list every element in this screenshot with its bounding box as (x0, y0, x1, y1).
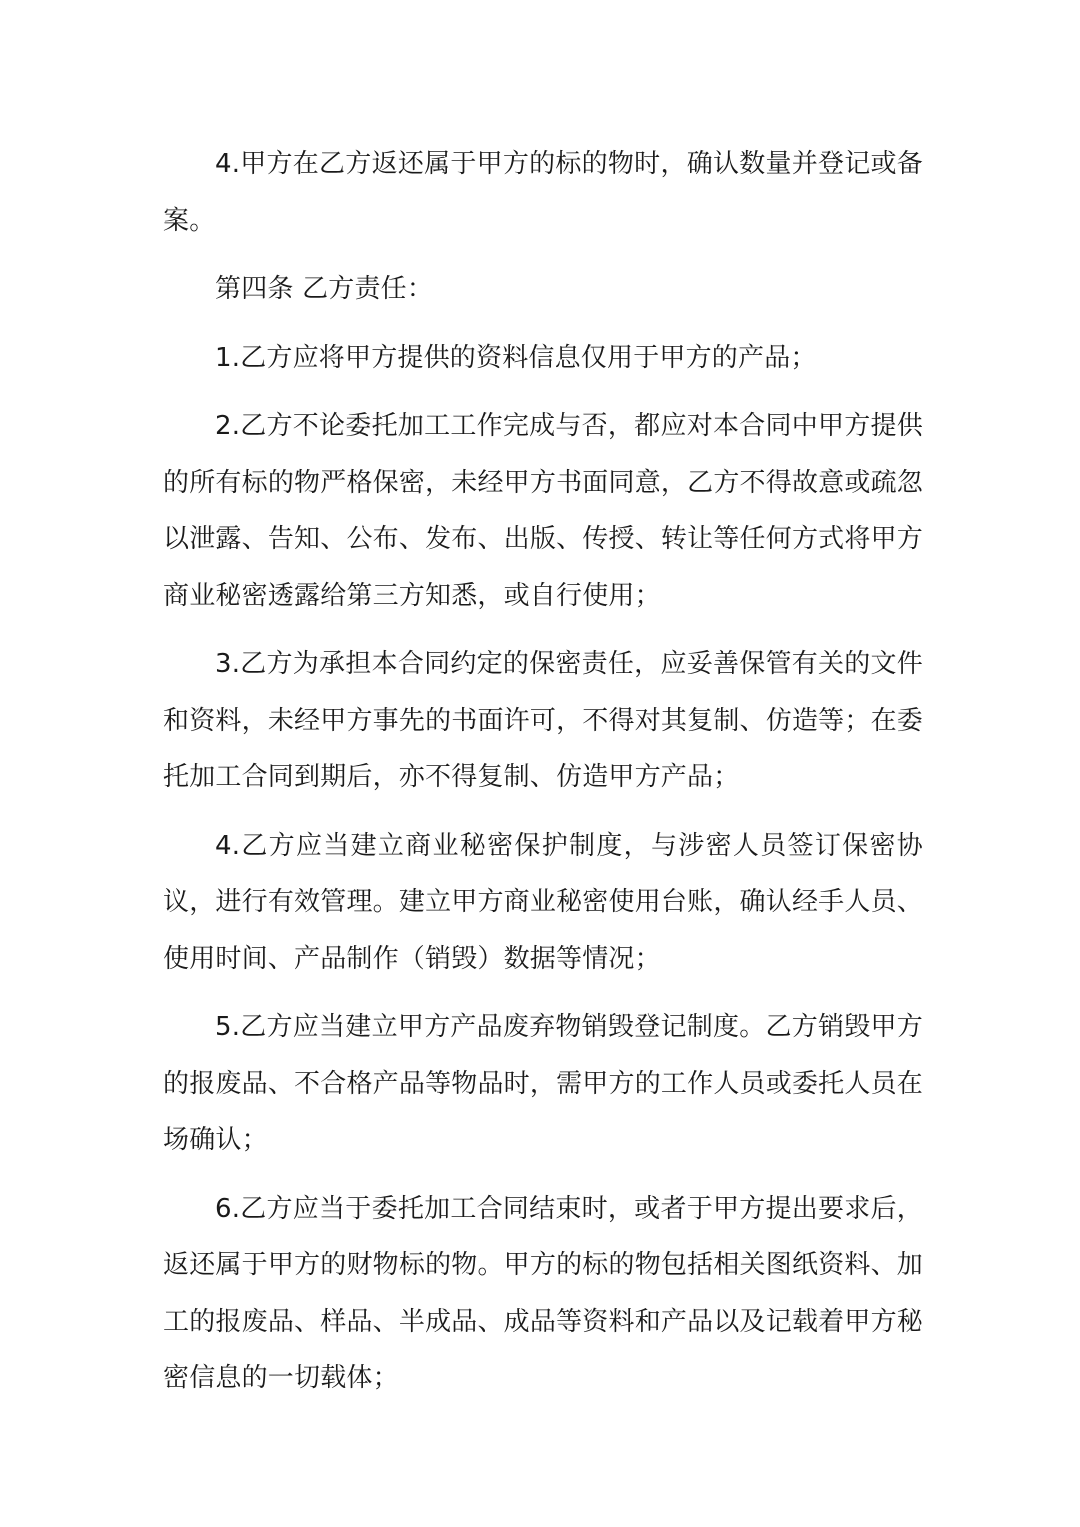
document-body (163, 136, 923, 1419)
paragraph-party-b-item-5: 5.乙方应当建立甲方产品废弃物销毁登记制度。乙方销毁甲方的报废品、不合格产品等物品时，需甲方的工作人员或委托人员在场确认； (163, 1012, 923, 1155)
paragraph-party-b-item-6: 6.乙方应当于委托加工合同结束时，或者于甲方提出要求后，返还属于甲方的财物标的物。甲方的标的物包括相关图纸资料、加工的报废品、样品、半成品、成品等资料和产品以及记载着甲方秘密信息的一切载体； (163, 1193, 923, 1393)
paragraph-party-b-item-2: 2.乙方不论委托加工工作完成与否，都应对本合同中甲方提供的所有标的物严格保密，未经甲方书面同意，乙方不得故意或疏忽以泄露、告知、公布、发布、出版、传授、转让等任何方式将甲方商业秘密透露给第三方知悉，或自行使用； (163, 411, 923, 611)
paragraph-party-b-item-1: 1.乙方应将甲方提供的资料信息仅用于甲方的产品； (215, 342, 817, 373)
paragraph-party-b-item-4: 4.乙方应当建立商业秘密保护制度，与涉密人员签订保密协议，进行有效管理。建立甲方商业秘密使用台账，确认经手人员、使用时间、产品制作（销毁）数据等情况； (163, 830, 923, 974)
paragraph-clause-4-return-confirmation: 4.甲方在乙方返还属于甲方的标的物时，确认数量并登记或备案。 (163, 149, 923, 236)
paragraph-party-b-item-3: 3.乙方为承担本合同约定的保密责任，应妥善保管有关的文件和资料，未经甲方事先的书面许可，不得对其复制、仿造等；在委托加工合同到期后，亦不得复制、仿造甲方产品； (163, 649, 923, 792)
section-heading-article-4: 第四条 乙方责任： (215, 274, 434, 304)
